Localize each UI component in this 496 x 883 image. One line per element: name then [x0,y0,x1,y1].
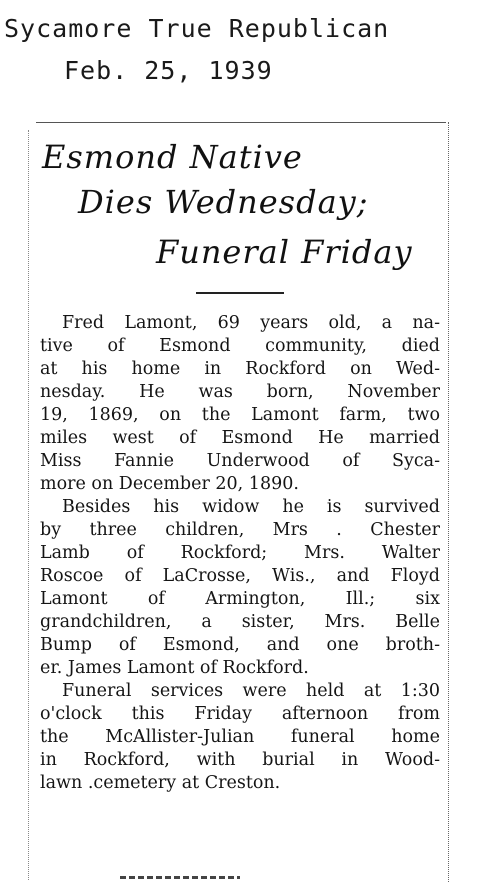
clipping-right-edge [448,122,450,882]
article-line: lawn .cemetery at Creston. [40,773,281,793]
clipping-left-edge [28,130,30,880]
publication-date: Feb. 25, 1939 [64,56,273,85]
article-line: the McAllister-Julian funeral home [40,727,440,747]
newspaper-source: Sycamore True Republican [4,14,390,43]
article-body [40,312,440,795]
article-line: Lamont of Armington, Ill.; six [40,589,440,609]
article-line: nesday. He was born, November [40,382,440,402]
clipping-bottom-edge [120,876,240,879]
article-line: Fred Lamont, 69 years old, a na- [62,313,440,333]
headline-line-2: Dies Wednesday; [78,183,369,221]
headline-line-1: Esmond Native [42,138,303,176]
article-line: er. James Lamont of Rockford. [40,658,309,678]
article-line: by three children, Mrs . Chester [40,520,440,540]
article-line: tive of Esmond community, died [40,336,440,356]
article-line: more on December 20, 1890. [40,474,299,494]
article-line: Funeral services were held at 1:30 [62,681,440,701]
article-line: at his home in Rockford on Wed- [40,359,440,379]
headline-divider [196,292,284,294]
article-line: miles west of Esmond He married [40,428,440,448]
article-line: Bump of Esmond, and one broth- [40,635,440,655]
article-line: Besides his widow he is survived [62,497,440,517]
article-line: in Rockford, with burial in Wood- [40,750,440,770]
article-line: Miss Fannie Underwood of Syca- [40,451,440,471]
article-line: o'clock this Friday afternoon from [40,704,440,724]
article-line: Lamb of Rockford; Mrs. Walter [40,543,440,563]
article-line: 19, 1869, on the Lamont farm, two [40,405,440,425]
article-line: grandchildren, a sister, Mrs. Belle [40,612,440,632]
article-line: Roscoe of LaCrosse, Wis., and Floyd [40,566,440,586]
headline-line-3: Funeral Friday [156,233,413,271]
